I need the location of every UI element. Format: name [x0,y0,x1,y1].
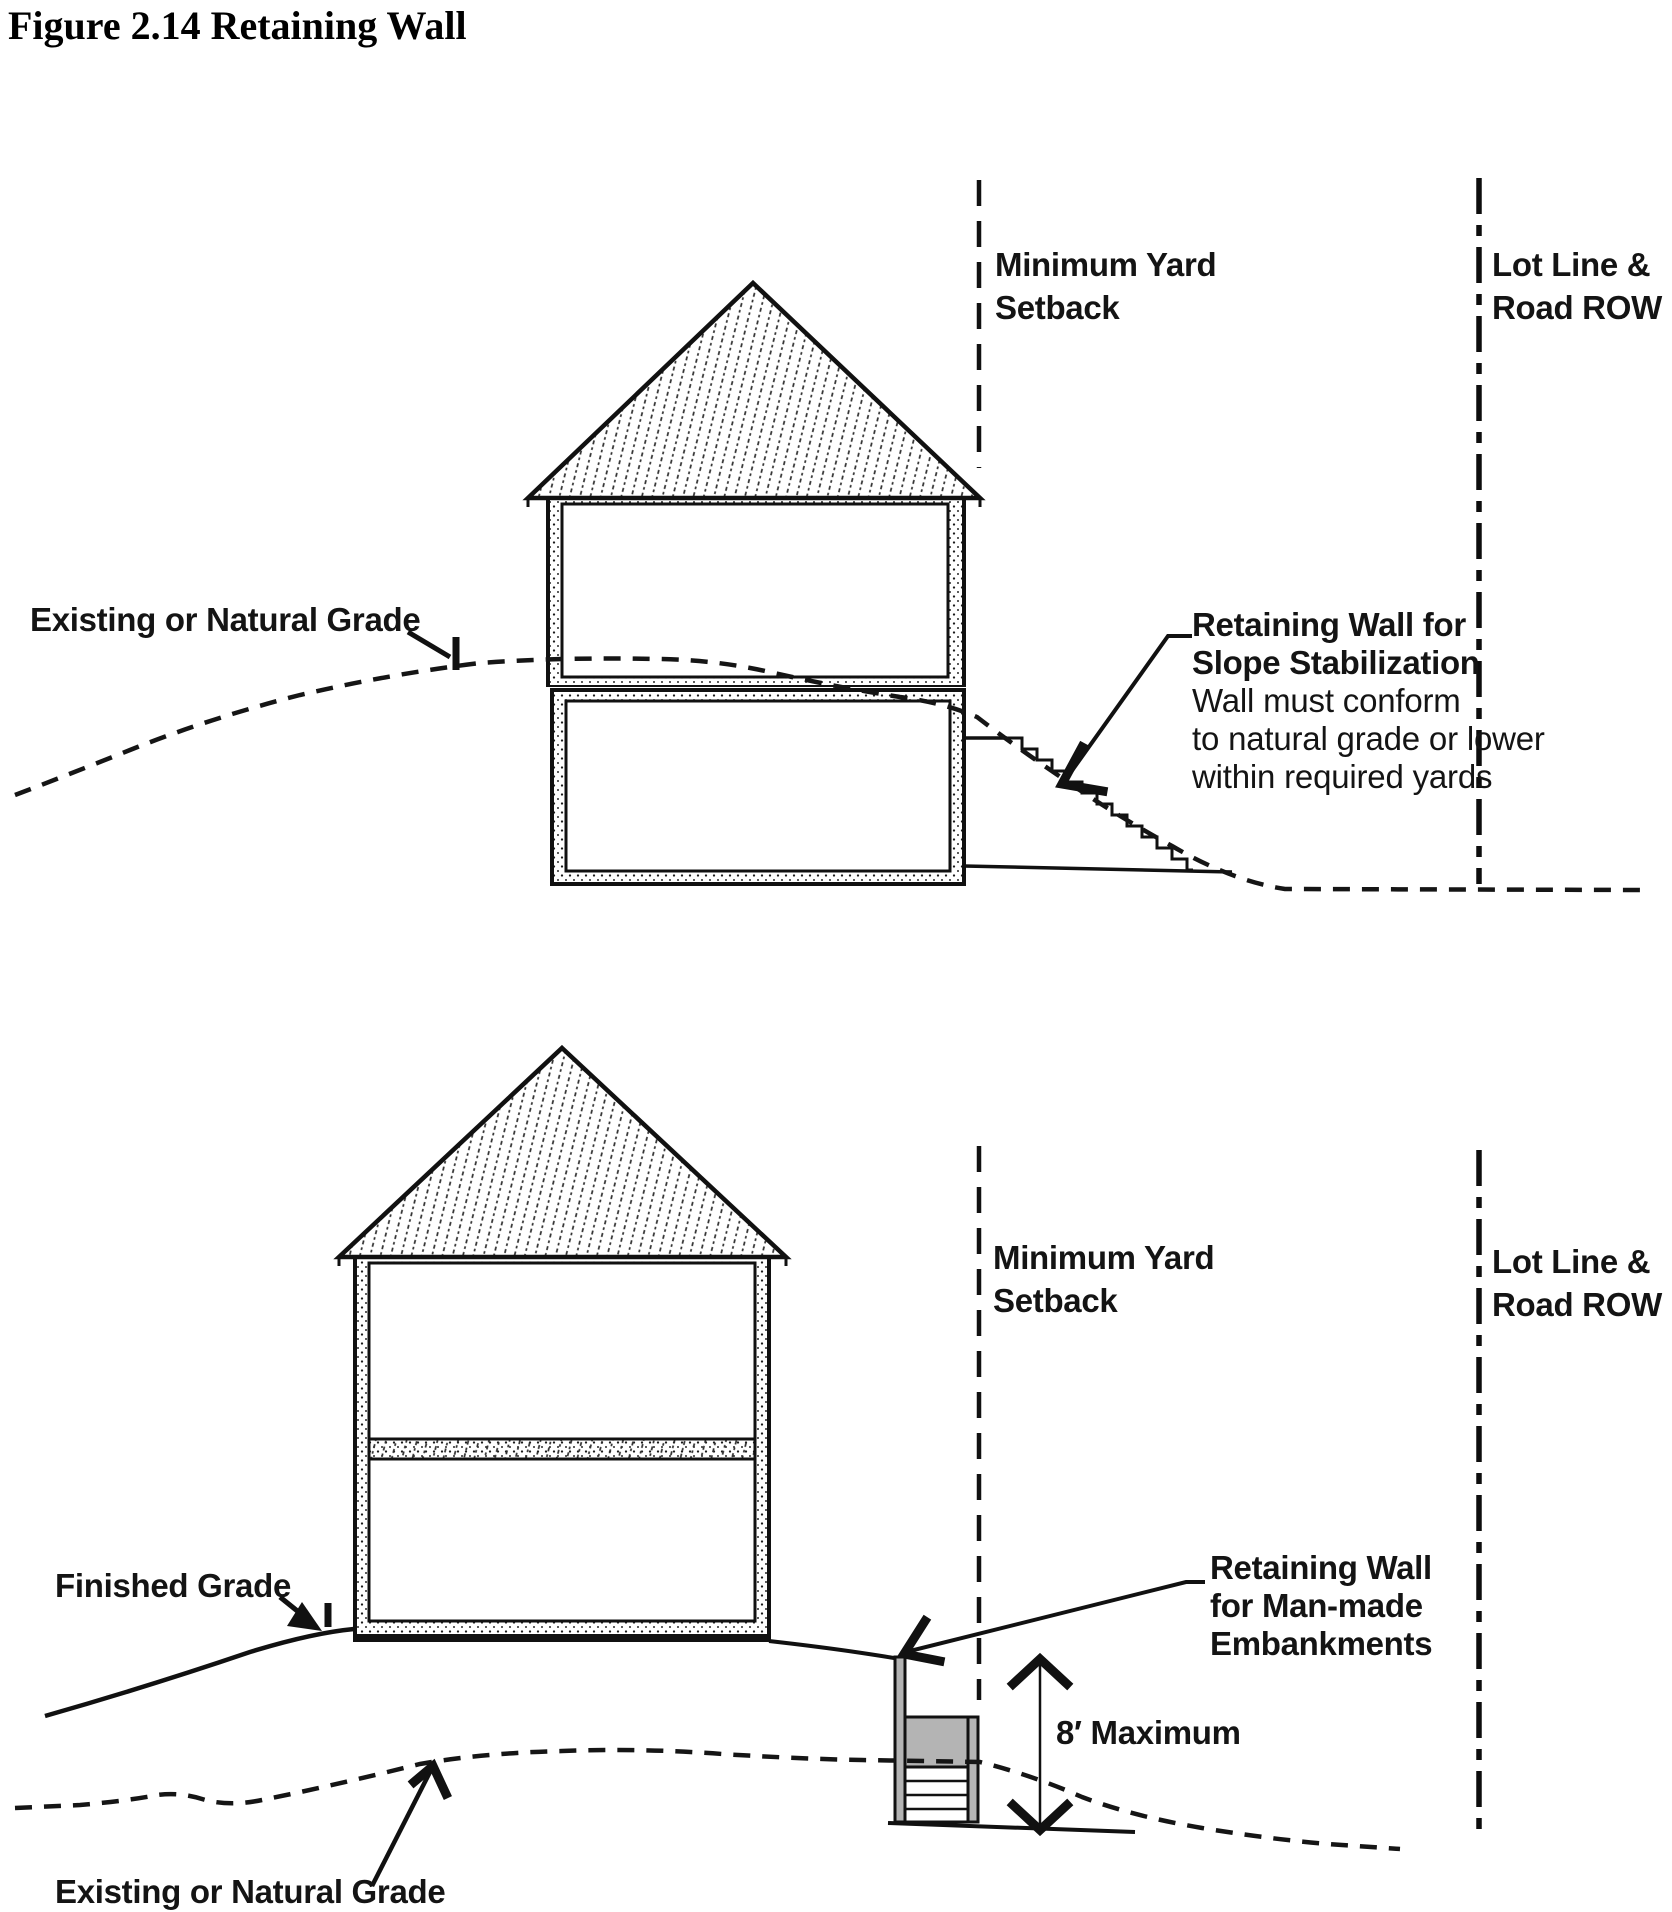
retaining-wall-slope-label [1192,606,1545,796]
upper-story-room [369,1263,755,1439]
label-line: Minimum Yard [993,1239,1215,1276]
label-line: Wall must conform [1192,682,1461,719]
lot-line-row-label-bottom [1492,1240,1662,1326]
label-line: Slope Stabilization [1192,644,1480,681]
label-line: Lot Line & [1492,1243,1651,1280]
bottom-diagram [15,1048,1479,1886]
minimum-yard-setback-label-top [995,243,1216,329]
retaining-wall-pointer [904,1582,1205,1661]
label-line: Finished Grade [55,1567,292,1604]
label-line: Setback [995,289,1120,326]
floor-band [369,1439,755,1459]
retaining-wall-pointer [1062,636,1192,791]
finished-grade-right [769,1641,894,1658]
label-line: Road ROW [1492,1286,1662,1323]
roof [528,283,980,498]
retaining-wall-manmade-label [1210,1549,1432,1663]
label-line: Setback [993,1282,1118,1319]
house-section [528,283,980,884]
label-line: Retaining Wall for [1192,606,1466,643]
lot-line-row-label-top [1492,243,1662,329]
lower-story-room [566,701,950,871]
label-line: Existing or Natural Grade [30,601,421,638]
label-line: Existing or Natural Grade [55,1873,446,1910]
lower-story-room [369,1459,755,1621]
label-line: to natural grade or lower [1192,720,1545,757]
max-height-label [1056,1714,1241,1752]
existing-grade-label-bottom [55,1873,445,1911]
label-line: 8′ Maximum [1056,1714,1241,1751]
label-line: Embankments [1210,1625,1433,1662]
label-line: within required yards [1192,758,1493,795]
existing-grade-label-top [30,601,420,639]
finished-grade-label [55,1567,291,1605]
label-line: Retaining Wall [1210,1549,1432,1586]
label-line: Minimum Yard [995,246,1217,283]
label-line: Lot Line & [1492,246,1651,283]
retaining-wall [895,1657,978,1822]
roof [339,1048,786,1257]
label-line: for Man-made [1210,1587,1423,1624]
figure-title: Figure 2.14 Retaining Wall [8,3,467,48]
base-ground-line [888,1823,1135,1832]
natural-grade-line [15,1750,1400,1849]
existing-grade-pointer [372,1766,446,1886]
finished-grade-left [45,1629,354,1716]
upper-story-room [562,504,948,677]
minimum-yard-setback-label-bottom [993,1236,1214,1322]
label-line: Road ROW [1492,289,1662,326]
house-section [339,1048,786,1640]
